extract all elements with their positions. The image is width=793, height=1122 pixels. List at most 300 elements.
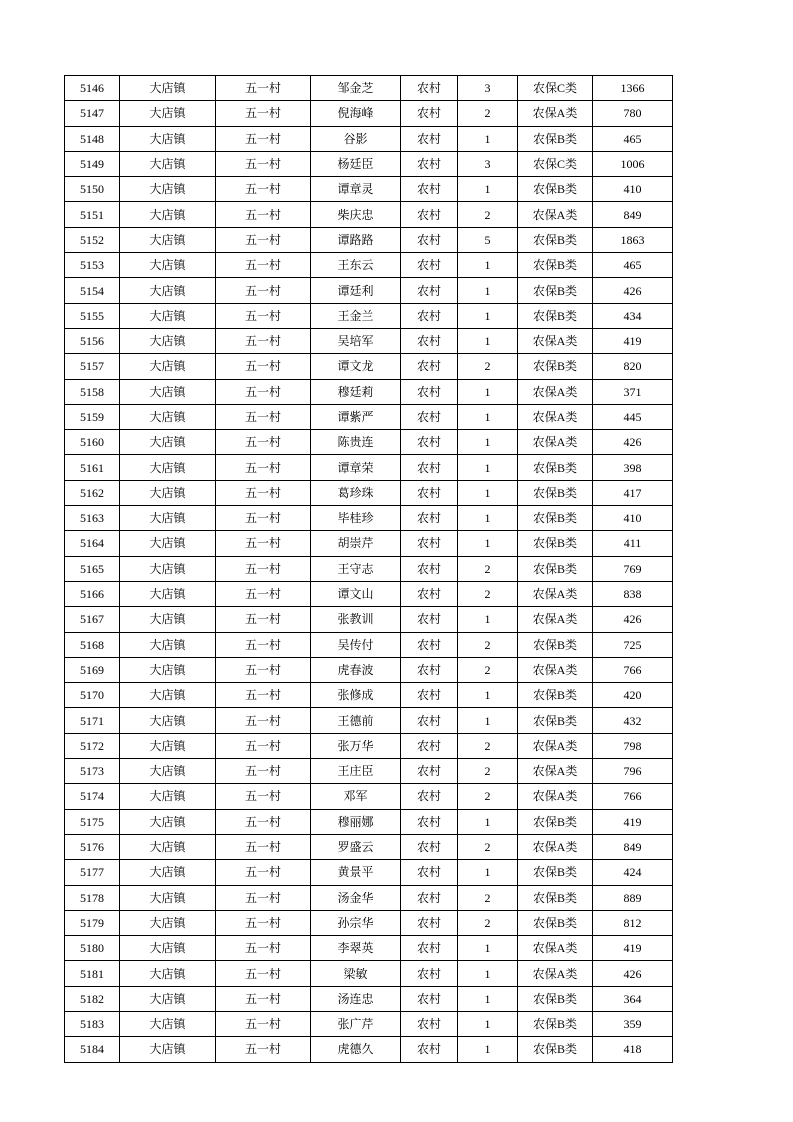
table-row bbox=[65, 961, 673, 986]
cell-category: 农保B类 bbox=[518, 1037, 593, 1062]
cell-town: 大店镇 bbox=[120, 177, 216, 202]
cell-id: 5153 bbox=[65, 253, 120, 278]
cell-category: 农保A类 bbox=[518, 202, 593, 227]
cell-count: 1 bbox=[458, 126, 518, 151]
cell-name: 王金兰 bbox=[311, 303, 401, 328]
cell-count: 2 bbox=[458, 632, 518, 657]
cell-town: 大店镇 bbox=[120, 885, 216, 910]
cell-name: 张万华 bbox=[311, 733, 401, 758]
cell-village: 五一村 bbox=[216, 202, 311, 227]
cell-amount: 445 bbox=[593, 404, 673, 429]
cell-amount: 364 bbox=[593, 986, 673, 1011]
cell-town: 大店镇 bbox=[120, 404, 216, 429]
cell-name: 柴庆忠 bbox=[311, 202, 401, 227]
cell-count: 1 bbox=[458, 683, 518, 708]
table-row bbox=[65, 151, 673, 176]
cell-amount: 426 bbox=[593, 607, 673, 632]
cell-type: 农村 bbox=[401, 177, 458, 202]
cell-count: 1 bbox=[458, 404, 518, 429]
cell-id: 5177 bbox=[65, 860, 120, 885]
cell-village: 五一村 bbox=[216, 784, 311, 809]
cell-town: 大店镇 bbox=[120, 581, 216, 606]
cell-amount: 419 bbox=[593, 809, 673, 834]
cell-count: 1 bbox=[458, 303, 518, 328]
cell-count: 1 bbox=[458, 253, 518, 278]
cell-count: 2 bbox=[458, 354, 518, 379]
cell-village: 五一村 bbox=[216, 759, 311, 784]
cell-count: 1 bbox=[458, 278, 518, 303]
cell-type: 农村 bbox=[401, 834, 458, 859]
cell-town: 大店镇 bbox=[120, 328, 216, 353]
cell-amount: 417 bbox=[593, 480, 673, 505]
cell-name: 梁敏 bbox=[311, 961, 401, 986]
table-row bbox=[65, 1037, 673, 1062]
cell-id: 5169 bbox=[65, 657, 120, 682]
cell-type: 农村 bbox=[401, 76, 458, 101]
cell-count: 2 bbox=[458, 202, 518, 227]
cell-category: 农保A类 bbox=[518, 607, 593, 632]
cell-type: 农村 bbox=[401, 328, 458, 353]
cell-village: 五一村 bbox=[216, 936, 311, 961]
cell-village: 五一村 bbox=[216, 506, 311, 531]
cell-town: 大店镇 bbox=[120, 76, 216, 101]
cell-type: 农村 bbox=[401, 126, 458, 151]
cell-amount: 725 bbox=[593, 632, 673, 657]
cell-village: 五一村 bbox=[216, 177, 311, 202]
cell-amount: 371 bbox=[593, 379, 673, 404]
cell-type: 农村 bbox=[401, 480, 458, 505]
cell-amount: 465 bbox=[593, 253, 673, 278]
cell-amount: 838 bbox=[593, 581, 673, 606]
cell-count: 1 bbox=[458, 809, 518, 834]
cell-count: 2 bbox=[458, 733, 518, 758]
cell-category: 农保A类 bbox=[518, 784, 593, 809]
cell-type: 农村 bbox=[401, 151, 458, 176]
cell-type: 农村 bbox=[401, 683, 458, 708]
cell-town: 大店镇 bbox=[120, 556, 216, 581]
cell-village: 五一村 bbox=[216, 860, 311, 885]
cell-id: 5164 bbox=[65, 531, 120, 556]
cell-name: 倪海峰 bbox=[311, 101, 401, 126]
cell-category: 农保B类 bbox=[518, 506, 593, 531]
cell-amount: 418 bbox=[593, 1037, 673, 1062]
cell-count: 1 bbox=[458, 607, 518, 632]
cell-category: 农保C类 bbox=[518, 151, 593, 176]
cell-id: 5171 bbox=[65, 708, 120, 733]
cell-amount: 411 bbox=[593, 531, 673, 556]
cell-village: 五一村 bbox=[216, 910, 311, 935]
cell-id: 5182 bbox=[65, 986, 120, 1011]
cell-type: 农村 bbox=[401, 784, 458, 809]
table-row bbox=[65, 1011, 673, 1036]
table-row bbox=[65, 101, 673, 126]
cell-town: 大店镇 bbox=[120, 986, 216, 1011]
cell-amount: 465 bbox=[593, 126, 673, 151]
cell-category: 农保B类 bbox=[518, 177, 593, 202]
table-row bbox=[65, 556, 673, 581]
cell-name: 王德前 bbox=[311, 708, 401, 733]
cell-category: 农保B类 bbox=[518, 708, 593, 733]
cell-amount: 432 bbox=[593, 708, 673, 733]
cell-amount: 796 bbox=[593, 759, 673, 784]
cell-name: 谭章灵 bbox=[311, 177, 401, 202]
cell-count: 1 bbox=[458, 531, 518, 556]
cell-village: 五一村 bbox=[216, 253, 311, 278]
cell-type: 农村 bbox=[401, 632, 458, 657]
table-row bbox=[65, 910, 673, 935]
cell-count: 1 bbox=[458, 506, 518, 531]
cell-name: 张教训 bbox=[311, 607, 401, 632]
cell-id: 5165 bbox=[65, 556, 120, 581]
cell-town: 大店镇 bbox=[120, 607, 216, 632]
cell-category: 农保B类 bbox=[518, 683, 593, 708]
cell-village: 五一村 bbox=[216, 1037, 311, 1062]
cell-village: 五一村 bbox=[216, 328, 311, 353]
cell-category: 农保B类 bbox=[518, 303, 593, 328]
cell-id: 5151 bbox=[65, 202, 120, 227]
cell-count: 3 bbox=[458, 151, 518, 176]
table-row bbox=[65, 809, 673, 834]
cell-name: 穆丽娜 bbox=[311, 809, 401, 834]
cell-count: 2 bbox=[458, 834, 518, 859]
cell-village: 五一村 bbox=[216, 227, 311, 252]
table-row bbox=[65, 581, 673, 606]
cell-amount: 820 bbox=[593, 354, 673, 379]
cell-amount: 420 bbox=[593, 683, 673, 708]
cell-category: 农保A类 bbox=[518, 759, 593, 784]
cell-town: 大店镇 bbox=[120, 834, 216, 859]
cell-amount: 398 bbox=[593, 455, 673, 480]
cell-count: 1 bbox=[458, 986, 518, 1011]
cell-id: 5146 bbox=[65, 76, 120, 101]
cell-type: 农村 bbox=[401, 885, 458, 910]
cell-town: 大店镇 bbox=[120, 101, 216, 126]
cell-town: 大店镇 bbox=[120, 733, 216, 758]
cell-type: 农村 bbox=[401, 455, 458, 480]
cell-category: 农保B类 bbox=[518, 531, 593, 556]
cell-town: 大店镇 bbox=[120, 430, 216, 455]
cell-count: 1 bbox=[458, 455, 518, 480]
cell-village: 五一村 bbox=[216, 531, 311, 556]
cell-count: 2 bbox=[458, 759, 518, 784]
cell-village: 五一村 bbox=[216, 809, 311, 834]
cell-amount: 359 bbox=[593, 1011, 673, 1036]
cell-amount: 1863 bbox=[593, 227, 673, 252]
cell-count: 1 bbox=[458, 430, 518, 455]
cell-name: 张修成 bbox=[311, 683, 401, 708]
cell-name: 王庄臣 bbox=[311, 759, 401, 784]
cell-name: 谭章荣 bbox=[311, 455, 401, 480]
cell-village: 五一村 bbox=[216, 607, 311, 632]
cell-type: 农村 bbox=[401, 101, 458, 126]
cell-village: 五一村 bbox=[216, 101, 311, 126]
cell-id: 5147 bbox=[65, 101, 120, 126]
cell-count: 1 bbox=[458, 480, 518, 505]
cell-id: 5166 bbox=[65, 581, 120, 606]
cell-category: 农保A类 bbox=[518, 328, 593, 353]
cell-count: 2 bbox=[458, 910, 518, 935]
table-row bbox=[65, 683, 673, 708]
cell-amount: 419 bbox=[593, 328, 673, 353]
cell-town: 大店镇 bbox=[120, 480, 216, 505]
table-row bbox=[65, 202, 673, 227]
cell-type: 农村 bbox=[401, 961, 458, 986]
cell-count: 1 bbox=[458, 379, 518, 404]
cell-name: 邹金芝 bbox=[311, 76, 401, 101]
cell-type: 农村 bbox=[401, 430, 458, 455]
cell-name: 谭紫严 bbox=[311, 404, 401, 429]
cell-id: 5152 bbox=[65, 227, 120, 252]
cell-amount: 798 bbox=[593, 733, 673, 758]
cell-count: 1 bbox=[458, 961, 518, 986]
cell-town: 大店镇 bbox=[120, 632, 216, 657]
cell-type: 农村 bbox=[401, 936, 458, 961]
cell-category: 农保B类 bbox=[518, 860, 593, 885]
cell-amount: 769 bbox=[593, 556, 673, 581]
cell-name: 虎春波 bbox=[311, 657, 401, 682]
cell-village: 五一村 bbox=[216, 76, 311, 101]
cell-id: 5148 bbox=[65, 126, 120, 151]
cell-type: 农村 bbox=[401, 708, 458, 733]
table-row bbox=[65, 480, 673, 505]
cell-category: 农保A类 bbox=[518, 834, 593, 859]
cell-category: 农保A类 bbox=[518, 101, 593, 126]
cell-count: 2 bbox=[458, 784, 518, 809]
cell-village: 五一村 bbox=[216, 581, 311, 606]
cell-id: 5163 bbox=[65, 506, 120, 531]
cell-type: 农村 bbox=[401, 227, 458, 252]
cell-town: 大店镇 bbox=[120, 379, 216, 404]
table-row bbox=[65, 784, 673, 809]
cell-id: 5178 bbox=[65, 885, 120, 910]
cell-amount: 1006 bbox=[593, 151, 673, 176]
cell-id: 5157 bbox=[65, 354, 120, 379]
table-row bbox=[65, 303, 673, 328]
cell-village: 五一村 bbox=[216, 480, 311, 505]
cell-village: 五一村 bbox=[216, 708, 311, 733]
cell-category: 农保B类 bbox=[518, 253, 593, 278]
cell-id: 5154 bbox=[65, 278, 120, 303]
cell-name: 谭文龙 bbox=[311, 354, 401, 379]
cell-category: 农保B类 bbox=[518, 354, 593, 379]
cell-id: 5184 bbox=[65, 1037, 120, 1062]
cell-id: 5179 bbox=[65, 910, 120, 935]
cell-amount: 766 bbox=[593, 784, 673, 809]
cell-category: 农保B类 bbox=[518, 556, 593, 581]
cell-id: 5168 bbox=[65, 632, 120, 657]
cell-town: 大店镇 bbox=[120, 354, 216, 379]
cell-town: 大店镇 bbox=[120, 961, 216, 986]
table-row bbox=[65, 430, 673, 455]
cell-type: 农村 bbox=[401, 278, 458, 303]
table-row bbox=[65, 834, 673, 859]
cell-id: 5181 bbox=[65, 961, 120, 986]
table-row bbox=[65, 607, 673, 632]
cell-town: 大店镇 bbox=[120, 151, 216, 176]
cell-town: 大店镇 bbox=[120, 860, 216, 885]
table-row bbox=[65, 657, 673, 682]
cell-id: 5162 bbox=[65, 480, 120, 505]
cell-id: 5167 bbox=[65, 607, 120, 632]
cell-village: 五一村 bbox=[216, 430, 311, 455]
cell-town: 大店镇 bbox=[120, 784, 216, 809]
table-row bbox=[65, 379, 673, 404]
cell-name: 张广芹 bbox=[311, 1011, 401, 1036]
cell-count: 2 bbox=[458, 101, 518, 126]
cell-id: 5160 bbox=[65, 430, 120, 455]
cell-name: 罗盛云 bbox=[311, 834, 401, 859]
table-row bbox=[65, 759, 673, 784]
cell-count: 1 bbox=[458, 1037, 518, 1062]
cell-count: 1 bbox=[458, 328, 518, 353]
cell-id: 5173 bbox=[65, 759, 120, 784]
cell-id: 5156 bbox=[65, 328, 120, 353]
cell-village: 五一村 bbox=[216, 961, 311, 986]
cell-town: 大店镇 bbox=[120, 809, 216, 834]
table-row bbox=[65, 936, 673, 961]
cell-type: 农村 bbox=[401, 581, 458, 606]
cell-town: 大店镇 bbox=[120, 455, 216, 480]
cell-name: 李翠英 bbox=[311, 936, 401, 961]
cell-type: 农村 bbox=[401, 404, 458, 429]
cell-village: 五一村 bbox=[216, 278, 311, 303]
cell-name: 吴培军 bbox=[311, 328, 401, 353]
cell-village: 五一村 bbox=[216, 657, 311, 682]
cell-id: 5172 bbox=[65, 733, 120, 758]
cell-name: 穆廷莉 bbox=[311, 379, 401, 404]
cell-id: 5150 bbox=[65, 177, 120, 202]
table-row bbox=[65, 885, 673, 910]
cell-amount: 426 bbox=[593, 961, 673, 986]
cell-id: 5174 bbox=[65, 784, 120, 809]
cell-amount: 426 bbox=[593, 278, 673, 303]
cell-type: 农村 bbox=[401, 1011, 458, 1036]
cell-count: 2 bbox=[458, 556, 518, 581]
cell-amount: 410 bbox=[593, 506, 673, 531]
table-row bbox=[65, 76, 673, 101]
cell-town: 大店镇 bbox=[120, 303, 216, 328]
cell-village: 五一村 bbox=[216, 556, 311, 581]
cell-type: 农村 bbox=[401, 607, 458, 632]
cell-town: 大店镇 bbox=[120, 227, 216, 252]
cell-name: 虎德久 bbox=[311, 1037, 401, 1062]
cell-village: 五一村 bbox=[216, 986, 311, 1011]
cell-town: 大店镇 bbox=[120, 126, 216, 151]
cell-id: 5180 bbox=[65, 936, 120, 961]
cell-type: 农村 bbox=[401, 759, 458, 784]
cell-category: 农保A类 bbox=[518, 657, 593, 682]
cell-town: 大店镇 bbox=[120, 759, 216, 784]
table-row bbox=[65, 986, 673, 1011]
cell-category: 农保A类 bbox=[518, 961, 593, 986]
table-row bbox=[65, 278, 673, 303]
cell-category: 农保A类 bbox=[518, 733, 593, 758]
cell-amount: 426 bbox=[593, 430, 673, 455]
cell-name: 汤金华 bbox=[311, 885, 401, 910]
cell-amount: 889 bbox=[593, 885, 673, 910]
cell-town: 大店镇 bbox=[120, 936, 216, 961]
cell-amount: 1366 bbox=[593, 76, 673, 101]
cell-type: 农村 bbox=[401, 379, 458, 404]
cell-name: 黄景平 bbox=[311, 860, 401, 885]
cell-category: 农保B类 bbox=[518, 885, 593, 910]
cell-category: 农保B类 bbox=[518, 126, 593, 151]
cell-town: 大店镇 bbox=[120, 202, 216, 227]
cell-village: 五一村 bbox=[216, 455, 311, 480]
cell-name: 杨廷臣 bbox=[311, 151, 401, 176]
cell-count: 1 bbox=[458, 177, 518, 202]
table-row bbox=[65, 455, 673, 480]
table-row bbox=[65, 860, 673, 885]
cell-amount: 424 bbox=[593, 860, 673, 885]
cell-town: 大店镇 bbox=[120, 1037, 216, 1062]
cell-town: 大店镇 bbox=[120, 253, 216, 278]
cell-count: 1 bbox=[458, 1011, 518, 1036]
cell-category: 农保A类 bbox=[518, 430, 593, 455]
cell-type: 农村 bbox=[401, 506, 458, 531]
cell-name: 王东云 bbox=[311, 253, 401, 278]
cell-count: 1 bbox=[458, 708, 518, 733]
cell-id: 5155 bbox=[65, 303, 120, 328]
cell-id: 5183 bbox=[65, 1011, 120, 1036]
cell-category: 农保C类 bbox=[518, 76, 593, 101]
cell-category: 农保B类 bbox=[518, 809, 593, 834]
cell-name: 邓军 bbox=[311, 784, 401, 809]
cell-type: 农村 bbox=[401, 303, 458, 328]
cell-category: 农保B类 bbox=[518, 632, 593, 657]
cell-count: 3 bbox=[458, 76, 518, 101]
cell-type: 农村 bbox=[401, 354, 458, 379]
cell-type: 农村 bbox=[401, 860, 458, 885]
cell-village: 五一村 bbox=[216, 354, 311, 379]
table-row bbox=[65, 328, 673, 353]
cell-type: 农村 bbox=[401, 910, 458, 935]
cell-name: 孙宗华 bbox=[311, 910, 401, 935]
cell-amount: 419 bbox=[593, 936, 673, 961]
cell-village: 五一村 bbox=[216, 404, 311, 429]
cell-count: 1 bbox=[458, 860, 518, 885]
cell-count: 2 bbox=[458, 581, 518, 606]
table-row bbox=[65, 354, 673, 379]
cell-category: 农保B类 bbox=[518, 227, 593, 252]
cell-village: 五一村 bbox=[216, 885, 311, 910]
cell-category: 农保B类 bbox=[518, 910, 593, 935]
cell-type: 农村 bbox=[401, 556, 458, 581]
table-row bbox=[65, 126, 673, 151]
cell-village: 五一村 bbox=[216, 834, 311, 859]
cell-name: 毕桂珍 bbox=[311, 506, 401, 531]
cell-town: 大店镇 bbox=[120, 657, 216, 682]
cell-type: 农村 bbox=[401, 531, 458, 556]
table-row bbox=[65, 531, 673, 556]
cell-village: 五一村 bbox=[216, 303, 311, 328]
cell-amount: 780 bbox=[593, 101, 673, 126]
cell-type: 农村 bbox=[401, 253, 458, 278]
cell-category: 农保A类 bbox=[518, 936, 593, 961]
cell-type: 农村 bbox=[401, 986, 458, 1011]
cell-town: 大店镇 bbox=[120, 910, 216, 935]
cell-amount: 849 bbox=[593, 834, 673, 859]
cell-count: 1 bbox=[458, 936, 518, 961]
cell-name: 谭路路 bbox=[311, 227, 401, 252]
cell-name: 汤连忠 bbox=[311, 986, 401, 1011]
table-body bbox=[65, 76, 673, 1063]
cell-village: 五一村 bbox=[216, 126, 311, 151]
cell-village: 五一村 bbox=[216, 632, 311, 657]
table-row bbox=[65, 227, 673, 252]
cell-town: 大店镇 bbox=[120, 278, 216, 303]
cell-count: 2 bbox=[458, 657, 518, 682]
